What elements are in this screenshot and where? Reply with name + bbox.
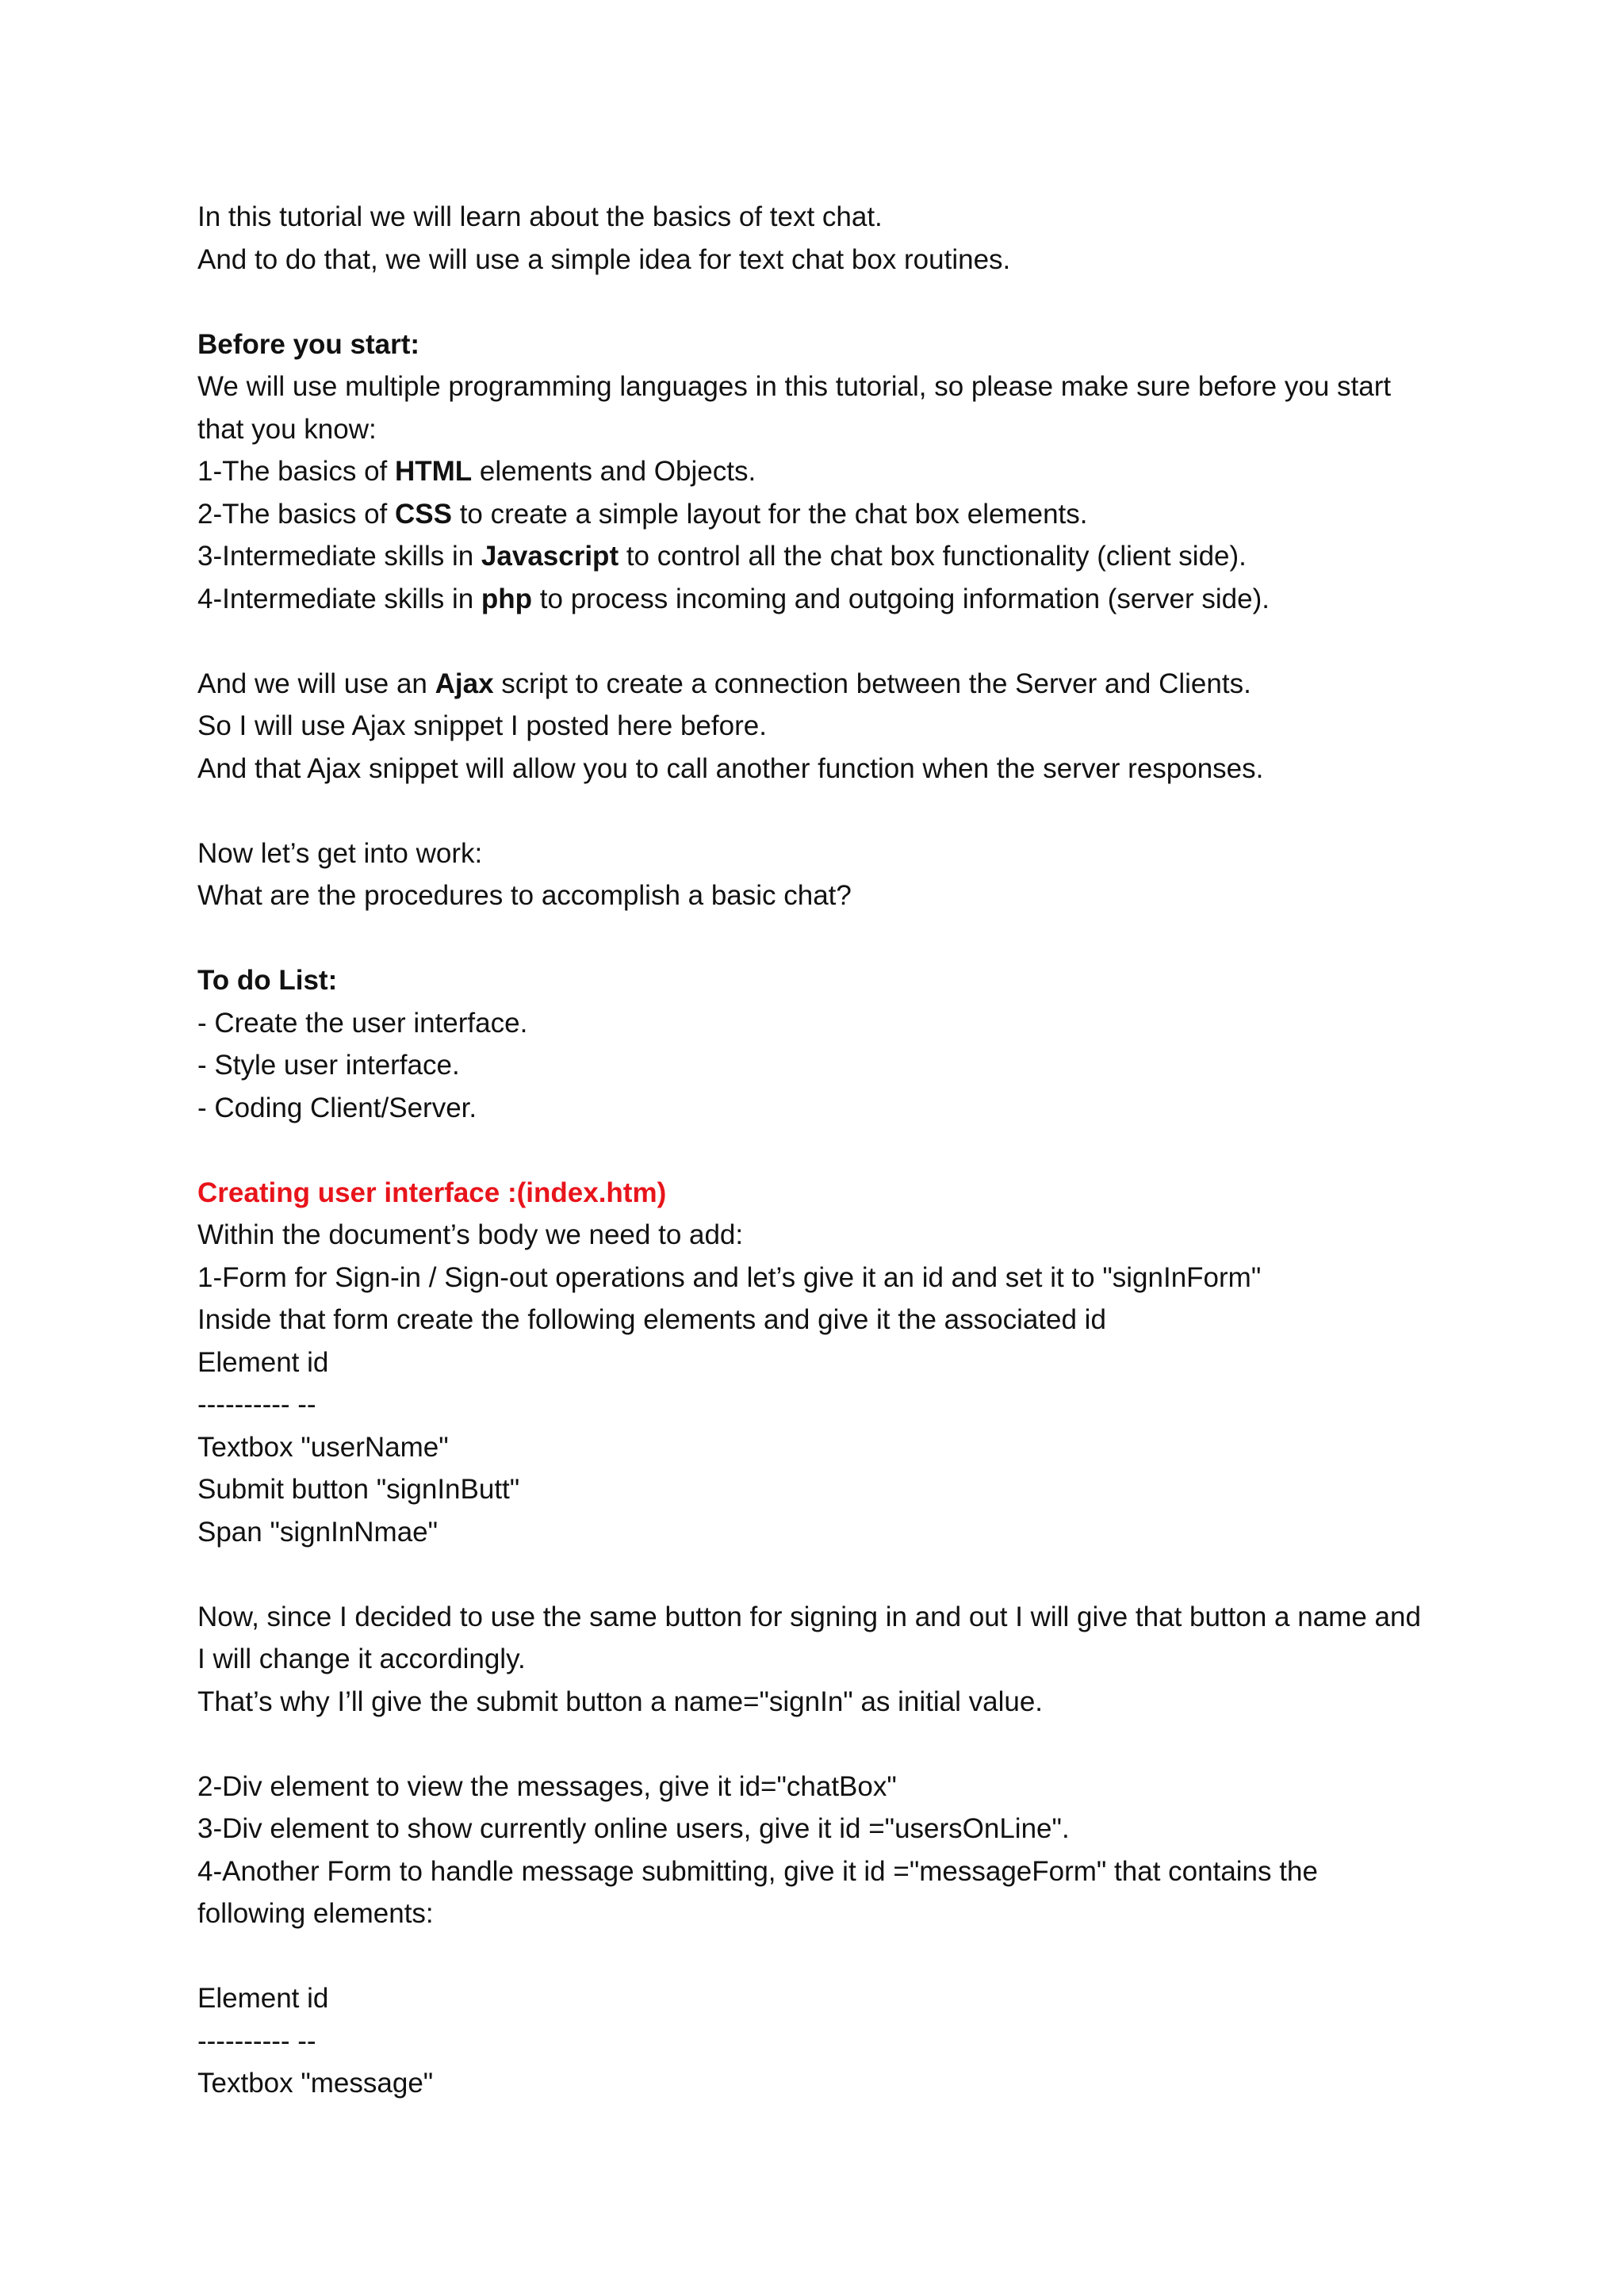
creating-line-3: Inside that form create the following elements and give it the associated id	[197, 1304, 1106, 1335]
ajax-text: script to create a connection between the Server and Clients.	[493, 668, 1251, 699]
element-table-divider: ---------- --	[197, 1389, 316, 1420]
creating-line-2: 1-Form for Sign-in / Sign-out operations and let’s give it an id and set it to "signInForm"	[197, 1261, 1262, 1293]
document-page	[197, 196, 1482, 2105]
ui-item-online-users: 3-Div element to show currently online users, give it id ="usersOnLine".	[197, 1813, 1070, 1844]
element-table-row: Span "signInNmae"	[197, 1516, 439, 1548]
spacer	[197, 1935, 1482, 1978]
spacer	[197, 917, 1482, 960]
skill-item-text: 3-Intermediate skills in	[197, 541, 481, 572]
skill-item-text: 4-Intermediate skills in	[197, 583, 481, 614]
element-table-header: Element id	[197, 1983, 329, 2014]
ajax-line-2: So I will use Ajax snippet I posted here before.	[197, 710, 767, 741]
skill-item-css	[197, 493, 1482, 536]
todo-item: - Style user interface.	[197, 1050, 460, 1081]
ui-item-message-form-line-1: 4-Another Form to handle message submitting, give it id ="messageForm" that contains the	[197, 1855, 1318, 1887]
skill-item-javascript	[197, 535, 1482, 578]
ajax-line-3: And that Ajax snippet will allow you to call another function when the server responses.	[197, 752, 1264, 784]
todo-item: - Coding Client/Server.	[197, 1092, 477, 1123]
skill-item-text: 1-The basics of	[197, 456, 395, 487]
skill-item-keyword: php	[481, 583, 533, 614]
skill-item-keyword: HTML	[395, 456, 473, 487]
ajax-keyword: Ajax	[435, 668, 494, 699]
element-table-row: Submit button "signInButt"	[197, 1474, 520, 1505]
skill-item-text: to control all the chat box functionality (client side).	[619, 541, 1247, 572]
ui-item-chatbox: 2-Div element to view the messages, give it id="chatBox"	[197, 1770, 897, 1802]
spacer	[197, 281, 1482, 323]
spacer	[197, 620, 1482, 663]
sign-button-paragraph-line-2: I will change it accordingly.	[197, 1644, 526, 1674]
spacer	[197, 790, 1482, 832]
element-table-divider: ---------- --	[197, 2025, 316, 2057]
skill-item-text: elements and Objects.	[472, 456, 756, 487]
before-paragraph-line-1: We will use multiple programming languages in this tutorial, so please make sure before you start	[197, 371, 1392, 402]
before-heading: Before you start:	[197, 328, 420, 360]
sign-button-paragraph-line-1: Now, since I decided to use the same button for signing in and out I will give that button a name and	[197, 1601, 1421, 1632]
skill-item-keyword: CSS	[395, 498, 452, 530]
sign-button-paragraph-line-3: That’s why I’ll give the submit button a name="signIn" as initial value.	[197, 1686, 1044, 1717]
skill-item-php	[197, 578, 1482, 621]
work-line-1: Now let’s get into work:	[197, 837, 483, 869]
element-table-row: Textbox "message"	[197, 2068, 434, 2099]
skill-item-text: 2-The basics of	[197, 498, 395, 530]
intro-line-2: And to do that, we will use a simple idea for text chat box routines.	[197, 243, 1011, 275]
todo-heading: To do List:	[197, 965, 338, 996]
creating-heading: Creating user interface :(index.htm)	[197, 1177, 667, 1208]
spacer	[197, 1553, 1482, 1596]
todo-item: - Create the user interface.	[197, 1007, 528, 1039]
ui-item-message-form-line-2: following elements:	[197, 1898, 434, 1929]
spacer	[197, 1723, 1482, 1766]
ajax-text: And we will use an	[197, 668, 435, 699]
element-table-row: Textbox "userName"	[197, 1431, 449, 1463]
element-table-header: Element id	[197, 1346, 329, 1378]
skill-item-html	[197, 450, 1482, 493]
work-line-2: What are the procedures to accomplish a basic chat?	[197, 880, 852, 911]
ajax-line-1	[197, 663, 1482, 706]
intro-line-1: In this tutorial we will learn about the basics of text chat.	[197, 201, 883, 232]
spacer	[197, 1129, 1482, 1172]
skill-item-text: to create a simple layout for the chat box elements.	[451, 498, 1088, 530]
creating-line-1: Within the document’s body we need to add:	[197, 1219, 744, 1250]
skill-item-keyword: Javascript	[481, 541, 619, 572]
skill-item-text: to process incoming and outgoing information (server side).	[532, 583, 1270, 614]
before-paragraph-line-2: that you know:	[197, 413, 377, 445]
